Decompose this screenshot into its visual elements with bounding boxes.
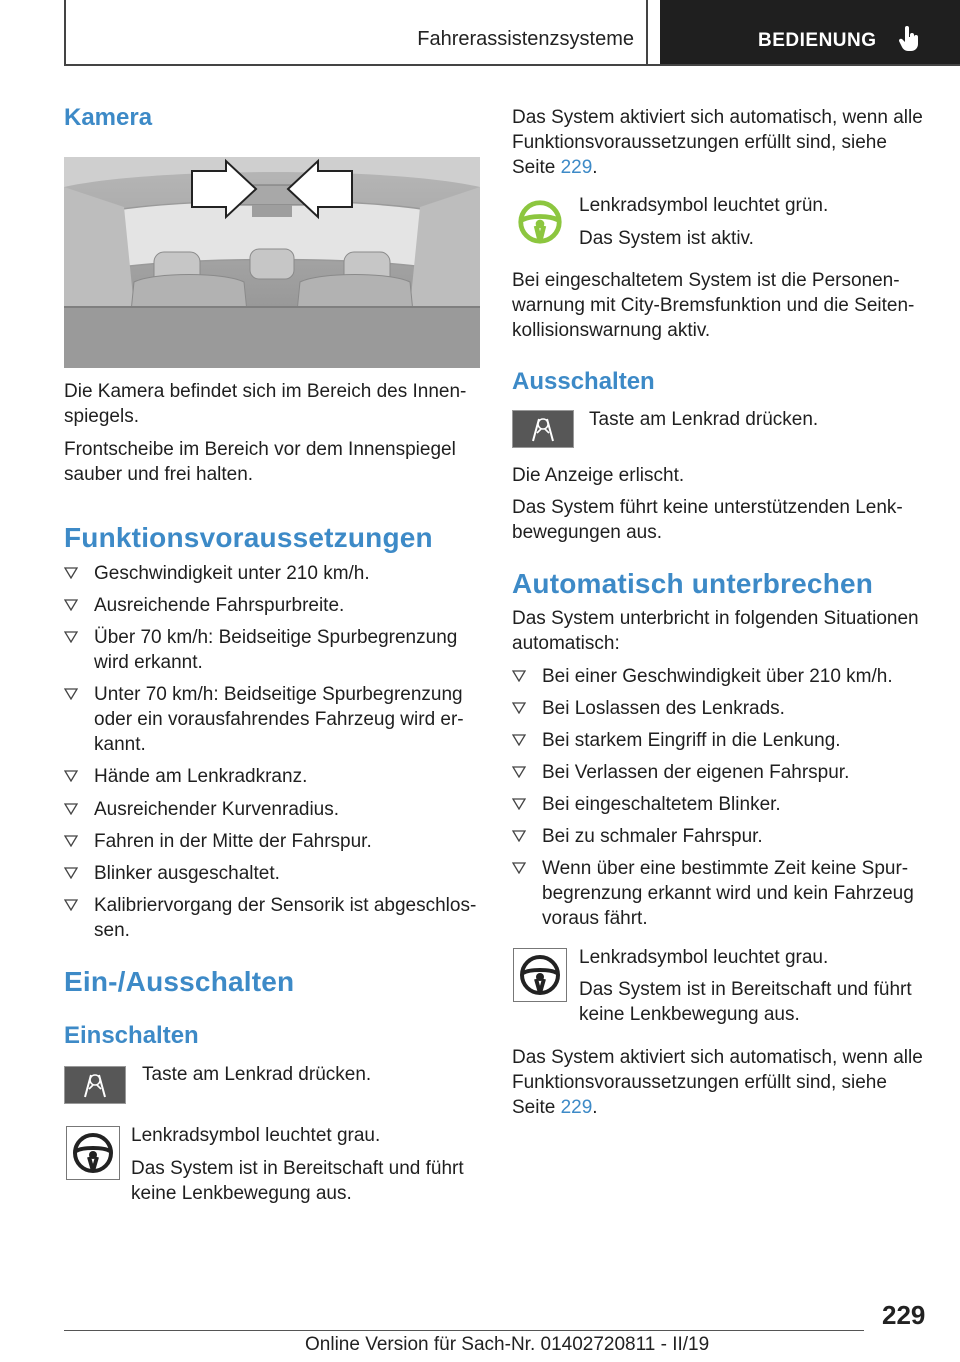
steering-wheel-grey-icon <box>66 1126 120 1180</box>
interrupt-heading: Automatisch unterbrechen <box>512 568 874 599</box>
list-item-text <box>94 797 339 822</box>
text-line: Bei eingeschaltetem System ist die Personen‐ <box>512 270 900 291</box>
bullet-triangle-icon <box>512 734 526 746</box>
text-line: automatisch: <box>512 633 620 654</box>
text-line: keine Lenkbewegung aus. <box>579 1004 800 1025</box>
steering-wheel-green-icon <box>515 197 565 247</box>
bullet-triangle-icon <box>512 702 526 714</box>
lane-assist-button-icon <box>512 410 574 448</box>
camera-paragraph-2 <box>64 437 456 487</box>
header-chapter-tab <box>660 0 960 64</box>
text-line: Hände am Lenkradkranz. <box>94 766 308 787</box>
text-line: Das System ist in Bereitschaft und führt <box>131 1158 464 1179</box>
text-line: Das System ist in Bereitschaft und führt <box>579 979 912 1000</box>
text-line: Das System aktiviert sich automatisch, wenn alle <box>512 1047 923 1068</box>
text-line <box>512 155 923 180</box>
right-grey-text-2 <box>579 977 912 1027</box>
switch-off-heading: Ausschalten <box>512 368 655 395</box>
text-line: sauber und frei halten. <box>64 464 254 485</box>
list-item-text <box>542 664 893 689</box>
header-section-title: Fahrerassistenzsysteme <box>417 28 634 50</box>
text-line: spiegels. <box>64 406 139 427</box>
text-line: Fahren in der Mitte der Fahrspur. <box>94 831 372 852</box>
text-line: sen. <box>94 920 130 941</box>
text: Seite <box>512 157 561 178</box>
text-line: keine Lenkbewegung aus. <box>131 1183 352 1204</box>
right-grey-text-1: Lenkradsymbol leuchtet grau. <box>579 947 829 968</box>
text-line: kannt. <box>94 734 146 755</box>
camera-paragraph-1 <box>64 379 466 429</box>
text-line: Bei starkem Eingriff in die Lenkung. <box>542 730 841 751</box>
list-item-text <box>94 561 370 586</box>
bullet-triangle-icon <box>64 688 78 700</box>
bullet-triangle-icon <box>64 867 78 879</box>
footer-online-version: Online Version für Sach-Nr. 01402720811 - II/19 <box>305 1334 710 1355</box>
switch-off-press-text: Taste am Lenkrad drücken. <box>589 409 819 430</box>
text-line: Bei Loslassen des Lenkrads. <box>542 698 785 719</box>
text-line: Das System unterbricht in folgenden Situationen <box>512 608 919 629</box>
list-item-text <box>542 792 781 817</box>
switch-on-press-text: Taste am Lenkrad drücken. <box>142 1064 372 1085</box>
off-paragraph-1: Die Anzeige erlischt. <box>512 465 685 486</box>
text-line: Wenn über eine bestimmte Zeit keine Spur‐ <box>542 858 909 879</box>
bullet-triangle-icon <box>512 766 526 778</box>
list-item-text <box>542 728 841 753</box>
bullet-triangle-icon <box>512 862 526 874</box>
text: . <box>592 157 598 178</box>
active-paragraph <box>512 268 914 343</box>
camera-interior-illustration <box>64 157 480 368</box>
list-item-text <box>94 829 372 854</box>
bullet-triangle-icon <box>512 670 526 682</box>
page-link[interactable]: 229 <box>560 157 593 178</box>
header-chapter-label: BEDIENUNG <box>758 30 877 51</box>
bullet-triangle-icon <box>64 599 78 611</box>
text-line <box>512 1095 923 1120</box>
lane-assist-button-icon <box>64 1066 126 1104</box>
camera-heading: Kamera <box>64 104 153 131</box>
text-line: warnung mit City-Bremsfunktion und die Seiten‐ <box>512 295 915 316</box>
text-line: Bei einer Geschwindigkeit über 210 km/h. <box>542 666 893 687</box>
green-text-2: Das System ist aktiv. <box>579 228 754 249</box>
list-item-text <box>94 893 476 943</box>
requirements-heading: Funktionsvoraussetzungen <box>64 522 433 553</box>
text-line: wird erkannt. <box>94 652 203 673</box>
left-grey-text-2 <box>131 1156 464 1206</box>
onoff-heading: Ein-/Ausschalten <box>64 966 295 997</box>
bullet-triangle-icon <box>64 899 78 911</box>
bullet-triangle-icon <box>64 803 78 815</box>
off-paragraph-2 <box>512 495 903 545</box>
text-line: Frontscheibe im Bereich vor dem Innenspiegel <box>64 439 456 460</box>
bullet-triangle-icon <box>64 567 78 579</box>
bullet-triangle-icon <box>64 770 78 782</box>
bullet-triangle-icon <box>64 631 78 643</box>
text-line: kollisionswarnung aktiv. <box>512 320 711 341</box>
text-line: Ausreichender Kurvenradius. <box>94 799 340 820</box>
text-line: Bei Verlassen der eigenen Fahrspur. <box>542 762 850 783</box>
text-line: Bei zu schmaler Fahrspur. <box>542 826 763 847</box>
list-item-text <box>94 861 280 886</box>
footer-rule <box>64 1330 864 1331</box>
text-line: Kalibriervorgang der Sensorik ist abgeschlos‐ <box>94 895 477 916</box>
pointing-hand-icon <box>898 26 920 52</box>
list-item-text <box>94 682 464 757</box>
text-line: Bei eingeschaltetem Blinker. <box>542 794 781 815</box>
auto-activation-paragraph-2 <box>512 1045 923 1120</box>
switch-on-heading: Einschalten <box>64 1022 199 1049</box>
list-item-text <box>542 824 763 849</box>
page-link[interactable]: 229 <box>560 1097 593 1118</box>
list-item-text <box>542 760 849 785</box>
text-line: Funktionsvoraussetzungen erfüllt sind, siehe <box>512 1072 887 1093</box>
list-item-text <box>542 696 785 721</box>
bullet-triangle-icon <box>512 798 526 810</box>
bullet-triangle-icon <box>512 830 526 842</box>
text-line: oder ein vorausfahrendes Fahrzeug wird er‐ <box>94 709 464 730</box>
text-line: voraus fährt. <box>542 908 648 929</box>
auto-activation-paragraph <box>512 105 923 180</box>
page-number: 229 <box>882 1300 926 1330</box>
text-line: Über 70 km/h: Beidseitige Spurbegrenzung <box>94 627 458 648</box>
list-item-text <box>94 625 457 675</box>
text-line: Unter 70 km/h: Beidseitige Spurbegrenzung <box>94 684 463 705</box>
text-line: Funktionsvoraussetzungen erfüllt sind, siehe <box>512 132 887 153</box>
text-line: Blinker ausgeschaltet. <box>94 863 280 884</box>
green-text-1: Lenkradsymbol leuchtet grün. <box>579 195 829 216</box>
header-rule <box>64 64 960 66</box>
text-line: bewegungen aus. <box>512 522 663 543</box>
list-item-text <box>94 764 307 789</box>
bullet-triangle-icon <box>64 835 78 847</box>
list-item-text <box>542 856 914 931</box>
text-line: Das System führt keine unterstützenden Lenk‐ <box>512 497 903 518</box>
text: Seite <box>512 1097 561 1118</box>
text-line: Die Kamera befindet sich im Bereich des Innen‐ <box>64 381 467 402</box>
text-line: Geschwindigkeit unter 210 km/h. <box>94 563 370 584</box>
steering-wheel-grey-icon <box>513 948 567 1002</box>
left-grey-text-1: Lenkradsymbol leuchtet grau. <box>131 1125 381 1146</box>
text-line: Das System aktiviert sich automatisch, wenn alle <box>512 107 923 128</box>
text: . <box>592 1097 598 1118</box>
text-line: Ausreichende Fahrspurbreite. <box>94 595 345 616</box>
list-item-text <box>94 593 344 618</box>
text-line: begrenzung erkannt wird und kein Fahrzeug <box>542 883 914 904</box>
interrupt-paragraph <box>512 606 919 656</box>
